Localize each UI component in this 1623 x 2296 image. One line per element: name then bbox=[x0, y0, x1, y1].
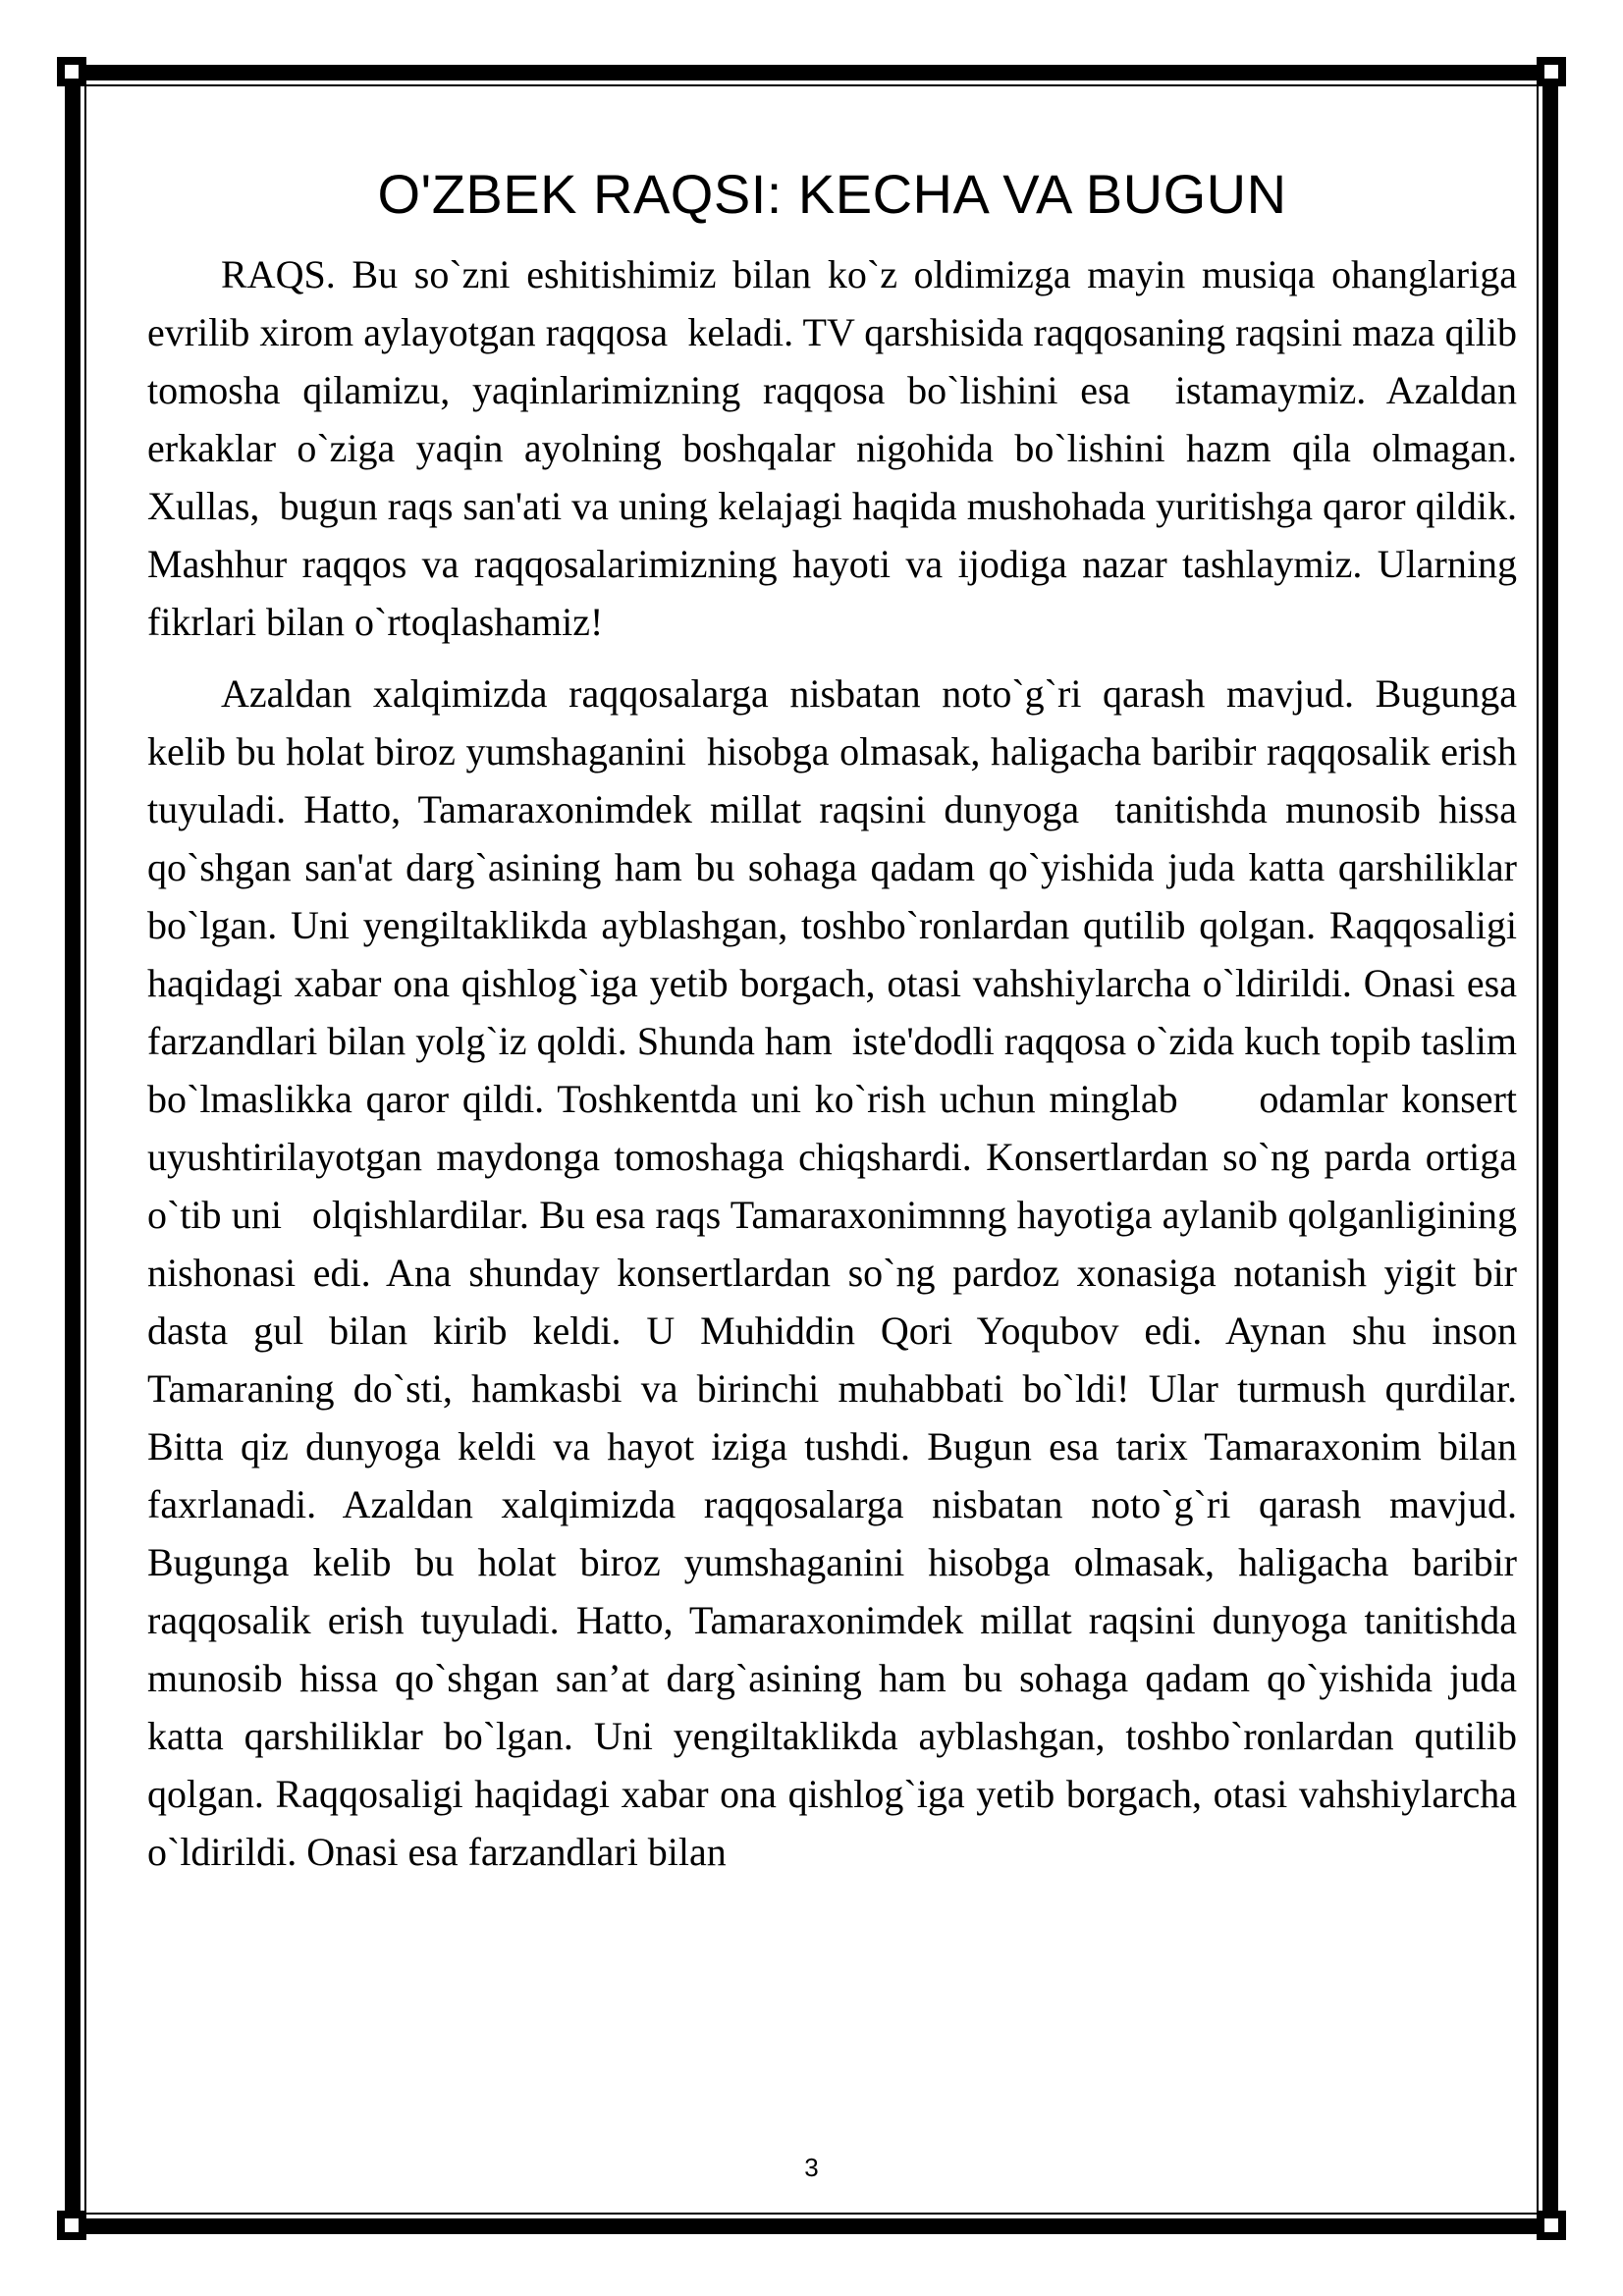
document-title: O'ZBEK RAQSI: KECHA VA BUGUN bbox=[377, 163, 1287, 225]
paragraph-intro: RAQS. Bu so`zni eshitishimiz bilan ko`z oldimizga mayin musiqa ohanglariga evrilib xirom aylayotgan raqqosa keladi. TV qarshisida raqqosaning raqsini maza qilib tomosha qilamizu, yaqinlarimizning raqqosa bo`lishini esa istamaymiz. Azaldan erkaklar o`ziga yaqin ayolning boshqalar nigohida bo`lishini hazm qila olmagan. Xullas, bugun raqs san'ati va uning kelajagi haqida mushohada yuritishga qaror qildik. Mashhur raqqos va raqqosalarimizning hayoti va ijodiga nazar tashlaymiz. Ularning fikrlari bilan o`rtoqlashamiz! bbox=[147, 252, 1527, 644]
border-corner-bottom-right bbox=[1537, 2211, 1566, 2240]
border-corner-top-left bbox=[57, 57, 86, 86]
page-number: 3 bbox=[804, 2153, 819, 2182]
border-corner-top-right bbox=[1537, 57, 1566, 86]
document-body bbox=[147, 147, 1537, 1895]
paragraph-tamaraxonim: Azaldan xalqimizda raqqosalarga nisbatan noto`g`ri qarash mavjud. Bugunga kelib bu holat biroz yumshaganini hisobga olmasak, haligacha baribir raqqosalik erish tuyuladi. Hatto, Tamaraxonimdek millat raqsini dunyoga tanitishda munosib hissa qo`shgan san'at darg`asining ham bu sohaga qadam qo`yishida juda katta qarshiliklar bo`lgan. Uni yengiltaklikda ayblashgan, toshbo`ronlardan qutilib qolgan. Raqqosaligi haqidagi xabar ona qishlog`iga yetib borgach, otasi vahshiylarcha o`ldirildi. Onasi esa farzandlari bilan yolg`iz qoldi. Shunda ham iste'dodli raqqosa o`zida kuch topib taslim bo`lmaslikka qaror qildi. Toshkentda uni ko`rish uchun minglab odamlar konsert uyushtirilayotgan maydonga tomoshaga chiqshardi. Konsertlardan so`ng parda ortiga o`tib uni olqishlardilar. Bu esa raqs Tamaraxonimnng hayotiga aylanib qolganligining nishonasi edi. Ana shunday konsertlardan so`ng pardoz xonasiga notanish yigit bir dasta gul bilan kirib keldi. U Muhiddin Qori Yoqubov edi. Aynan shu inson Tamaraning do`sti, hamkasbi va birinchi muhabbati bo`ldi! Ular turmush qurdilar. Bitta qiz dunyoga keldi va hayot iziga tushdi. Bugun esa tarix Tamaraxonim bilan faxrlanadi. Azaldan xalqimizda raqqosalarga nisbatan noto`g`ri qarash mavjud. Bugunga kelib bu holat biroz yumshaganini hisobga olmasak, haligacha baribir raqqosalik erish tuyuladi. Hatto, Tamaraxonimdek millat raqsini dunyoga tanitishda munosib hissa qo`shgan san’at darg`asining ham bu sohaga qadam qo`yishida juda katta qarshiliklar bo`lgan. Uni yengiltaklikda ayblashgan, toshbo`ronlardan qutilib qolgan. Raqqosaligi haqidagi xabar ona qishlog`iga yetib borgach, otasi vahshiylarcha o`ldirildi. Onasi esa farzandlari bilan bbox=[147, 671, 1537, 1874]
border-corner-bottom-left bbox=[57, 2211, 86, 2240]
